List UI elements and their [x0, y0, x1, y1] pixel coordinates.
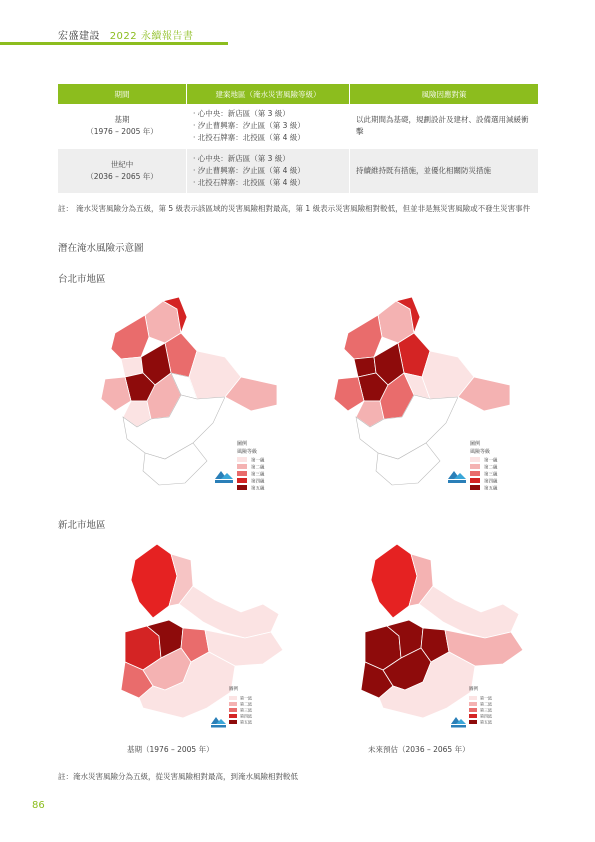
legend-subtitle: 風險等級	[470, 449, 491, 455]
col-header-sites: 建案地區（淹水災害風險等級）	[187, 84, 350, 104]
district-wanhua	[334, 377, 364, 411]
newtaipei-future-map	[335, 540, 535, 740]
header-accent-bar	[0, 42, 228, 45]
legend-label-2: 第二級	[240, 701, 252, 707]
legend-swatch-1	[469, 696, 477, 700]
agency-logo	[211, 717, 226, 728]
legend-label-4: 第四級	[480, 713, 492, 719]
subsection-title-newtaipei: 新北市地區	[58, 520, 106, 531]
legend-swatch-3	[469, 708, 477, 712]
legend-swatch-5	[229, 720, 237, 724]
district-shilin	[111, 315, 149, 359]
site-item: · 汐止曹興寨：汐止區（第 4 級）	[193, 166, 305, 175]
sites-cell	[187, 149, 350, 194]
legend-label-1: 第一級	[484, 458, 498, 464]
map-legend	[469, 685, 492, 725]
map-legend	[237, 440, 265, 492]
legend-label-2: 第二級	[251, 465, 265, 471]
map-legend	[229, 685, 252, 725]
agency-logo	[215, 471, 233, 483]
legend-swatch-4	[469, 714, 477, 718]
flood-risk-table	[58, 84, 538, 194]
legend-label-4: 第四級	[484, 479, 498, 485]
legend-swatch-4	[229, 714, 237, 718]
response-cell: 持續維持既有措施，並優化相關防災措施	[350, 149, 539, 194]
legend-label-1: 第一級	[480, 695, 492, 701]
company-name: 宏盛建設	[58, 31, 100, 42]
taipei-baseline-map	[85, 293, 285, 493]
legend-swatch-2	[237, 464, 247, 469]
page-header	[58, 27, 193, 42]
legend-swatch-1	[229, 696, 237, 700]
legend-swatch-4	[470, 478, 480, 483]
legend-swatch-5	[469, 720, 477, 724]
site-item: · 心中央：新店區（第 3 級）	[193, 109, 290, 118]
newtaipei-baseline-map	[95, 540, 295, 740]
legend-swatch-3	[229, 708, 237, 712]
legend-swatch-2	[229, 702, 237, 706]
legend-label-4: 第四級	[240, 713, 252, 719]
legend-swatch-3	[470, 471, 480, 476]
period-label: 世紀中	[110, 160, 134, 169]
legend-title: 圖例	[469, 687, 478, 692]
legend-label-5: 第五級	[484, 486, 498, 492]
table-header-row	[58, 84, 538, 104]
caption-baseline: 基期（1976 – 2005 年）	[127, 745, 214, 754]
legend-label-1: 第一級	[240, 695, 252, 701]
footnote-text: 淹水災害風險分為五級，第 5 級表示該區域的災害風險相對最高，第 1 級表示災害風險相對較低，但並非是無災害風險或不發生災害事件	[76, 204, 531, 213]
subsection-title-taipei: 台北市地區	[58, 274, 106, 285]
caption-future: 未來預估（2036 – 2065 年）	[368, 745, 470, 754]
legend-swatch-1	[470, 457, 480, 462]
legend-swatch-2	[469, 702, 477, 706]
sites-cell	[187, 104, 350, 149]
site-item: · 北投石牌寨：北投區（第 4 級）	[193, 178, 305, 187]
period-label: 基期	[114, 115, 130, 124]
legend-title: 圖例	[229, 687, 238, 692]
district-shilin	[344, 315, 382, 359]
legend-swatch-1	[237, 457, 247, 462]
period-cell	[58, 149, 187, 194]
district-wanhua	[101, 377, 131, 411]
legend-swatch-3	[237, 471, 247, 476]
site-item: · 北投石牌寨：北投區（第 4 級）	[193, 133, 305, 142]
legend-swatch-5	[470, 485, 480, 490]
col-header-response: 風險因應對策	[350, 84, 539, 104]
table-row	[58, 104, 538, 149]
legend-title: 圖例	[237, 441, 248, 447]
footnote-label: 註：	[58, 204, 73, 213]
legend-label-1: 第一級	[251, 458, 265, 464]
legend-label-4: 第四級	[251, 479, 265, 485]
period-range: （1976 – 2005 年）	[86, 127, 158, 136]
legend-label-5: 第五級	[251, 486, 265, 492]
legend-swatch-5	[237, 485, 247, 490]
table-footnote	[58, 203, 540, 215]
report-title: 2022 永續報告書	[109, 31, 194, 42]
legend-label-3: 第三級	[480, 707, 492, 713]
table-row	[58, 149, 538, 194]
legend-subtitle: 風險等級	[237, 449, 258, 455]
section-title: 潛在淹水風險示意圖	[58, 243, 144, 254]
region-northwest	[131, 544, 177, 618]
region-northwest	[371, 544, 417, 618]
legend-label-3: 第三級	[251, 472, 265, 478]
legend-label-2: 第二級	[480, 701, 492, 707]
legend-label-2: 第二級	[484, 465, 498, 471]
legend-label-5: 第五級	[240, 719, 252, 725]
legend-label-3: 第三級	[240, 707, 252, 713]
site-item: · 汐止曹興寨：汐止區（第 3 級）	[193, 121, 305, 130]
legend-title: 圖例	[470, 441, 481, 447]
response-cell: 以此期間為基礎，規劃設計及建材、設備選用減緩衝擊	[350, 104, 539, 149]
map-legend	[470, 440, 498, 492]
map-footnote: 註：淹水災害風險分為五級，從災害風險相對最高，到淹水風險相對較低	[58, 772, 298, 781]
taipei-future-map	[318, 293, 518, 493]
period-range: （2036 – 2065 年）	[86, 172, 158, 181]
legend-swatch-4	[237, 478, 247, 483]
legend-label-3: 第三級	[484, 472, 498, 478]
agency-logo	[451, 717, 466, 728]
page-number: 86	[32, 800, 45, 811]
col-header-period: 期間	[58, 84, 187, 104]
site-item: · 心中央：新店區（第 3 級）	[193, 154, 290, 163]
agency-logo	[448, 471, 466, 483]
period-cell	[58, 104, 187, 149]
legend-label-5: 第五級	[480, 719, 492, 725]
legend-swatch-2	[470, 464, 480, 469]
